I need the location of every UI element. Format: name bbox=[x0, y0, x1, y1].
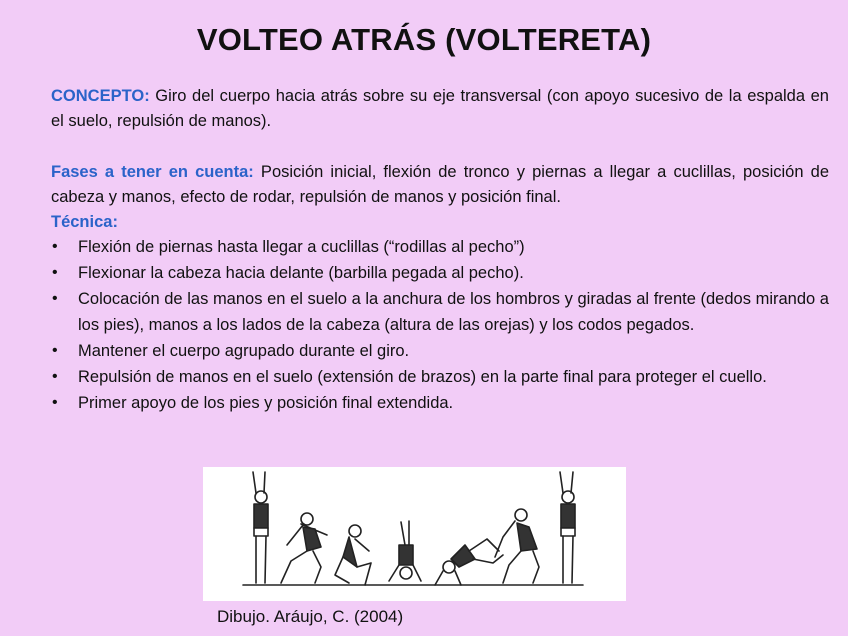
list-item-text: Flexión de piernas hasta llegar a cuclillas (“rodillas al pecho”) bbox=[78, 238, 525, 256]
tecnica-heading bbox=[51, 210, 829, 235]
list-item-text: Mantener el cuerpo agrupado durante el giro. bbox=[78, 342, 410, 360]
bullet-icon: • bbox=[52, 368, 58, 385]
list-item-text: Primer apoyo de los pies y posición final extendida. bbox=[78, 394, 454, 412]
fases-paragraph bbox=[51, 160, 829, 210]
bullet-icon: • bbox=[52, 290, 58, 307]
concepto-paragraph bbox=[51, 84, 829, 134]
list-item bbox=[51, 260, 829, 286]
gymnast-figure-tuck bbox=[335, 525, 371, 585]
bullet-icon: • bbox=[52, 264, 58, 281]
list-item bbox=[51, 364, 829, 390]
bullet-icon: • bbox=[52, 238, 58, 255]
list-item bbox=[51, 286, 829, 338]
list-item bbox=[51, 234, 829, 260]
gymnast-figure-squat bbox=[281, 513, 327, 583]
tecnica-label: Técnica: bbox=[51, 213, 118, 231]
fases-label: Fases a tener en cuenta: bbox=[51, 163, 254, 181]
concepto-label: CONCEPTO: bbox=[51, 87, 150, 105]
list-item-text: Flexionar la cabeza hacia delante (barbilla pegada al pecho). bbox=[78, 264, 524, 282]
gymnast-figure-landing bbox=[495, 509, 539, 583]
list-item bbox=[51, 338, 829, 364]
bullet-icon: • bbox=[52, 342, 58, 359]
list-item-text: Repulsión de manos en el suelo (extensión de brazos) en la parte final para proteger el cuello. bbox=[78, 368, 767, 386]
concepto-text: Giro del cuerpo hacia atrás sobre su eje transversal (con apoyo sucesivo de la espalda en el suelo, repulsión de manos). bbox=[51, 87, 829, 130]
illustration-svg bbox=[203, 467, 626, 601]
list-item bbox=[51, 390, 829, 416]
backward-roll-illustration bbox=[203, 467, 626, 601]
gymnast-figure-final bbox=[560, 472, 575, 583]
gymnast-figure-hand-push bbox=[435, 539, 503, 585]
fases-text: Posición inicial, flexión de tronco y piernas a llegar a cuclillas, posición de cabeza y manos, efecto de rodar, repulsión de manos y posición final. bbox=[51, 163, 830, 206]
gymnast-figure-rolling bbox=[389, 521, 421, 581]
bullet-icon: • bbox=[52, 394, 58, 411]
gymnast-figure-standing bbox=[253, 472, 268, 583]
slide-title: VOLTEO ATRÁS (VOLTERETA) bbox=[196, 22, 652, 57]
list-item-text: Colocación de las manos en el suelo a la anchura de los hombros y giradas al frente (dedos mirando a los pies), manos a los lados de la cabeza (altura de las orejas) y los codos pegados. bbox=[78, 290, 829, 334]
tecnica-list bbox=[51, 234, 829, 416]
image-caption: Dibujo. Aráujo, C. (2004) bbox=[217, 607, 404, 626]
